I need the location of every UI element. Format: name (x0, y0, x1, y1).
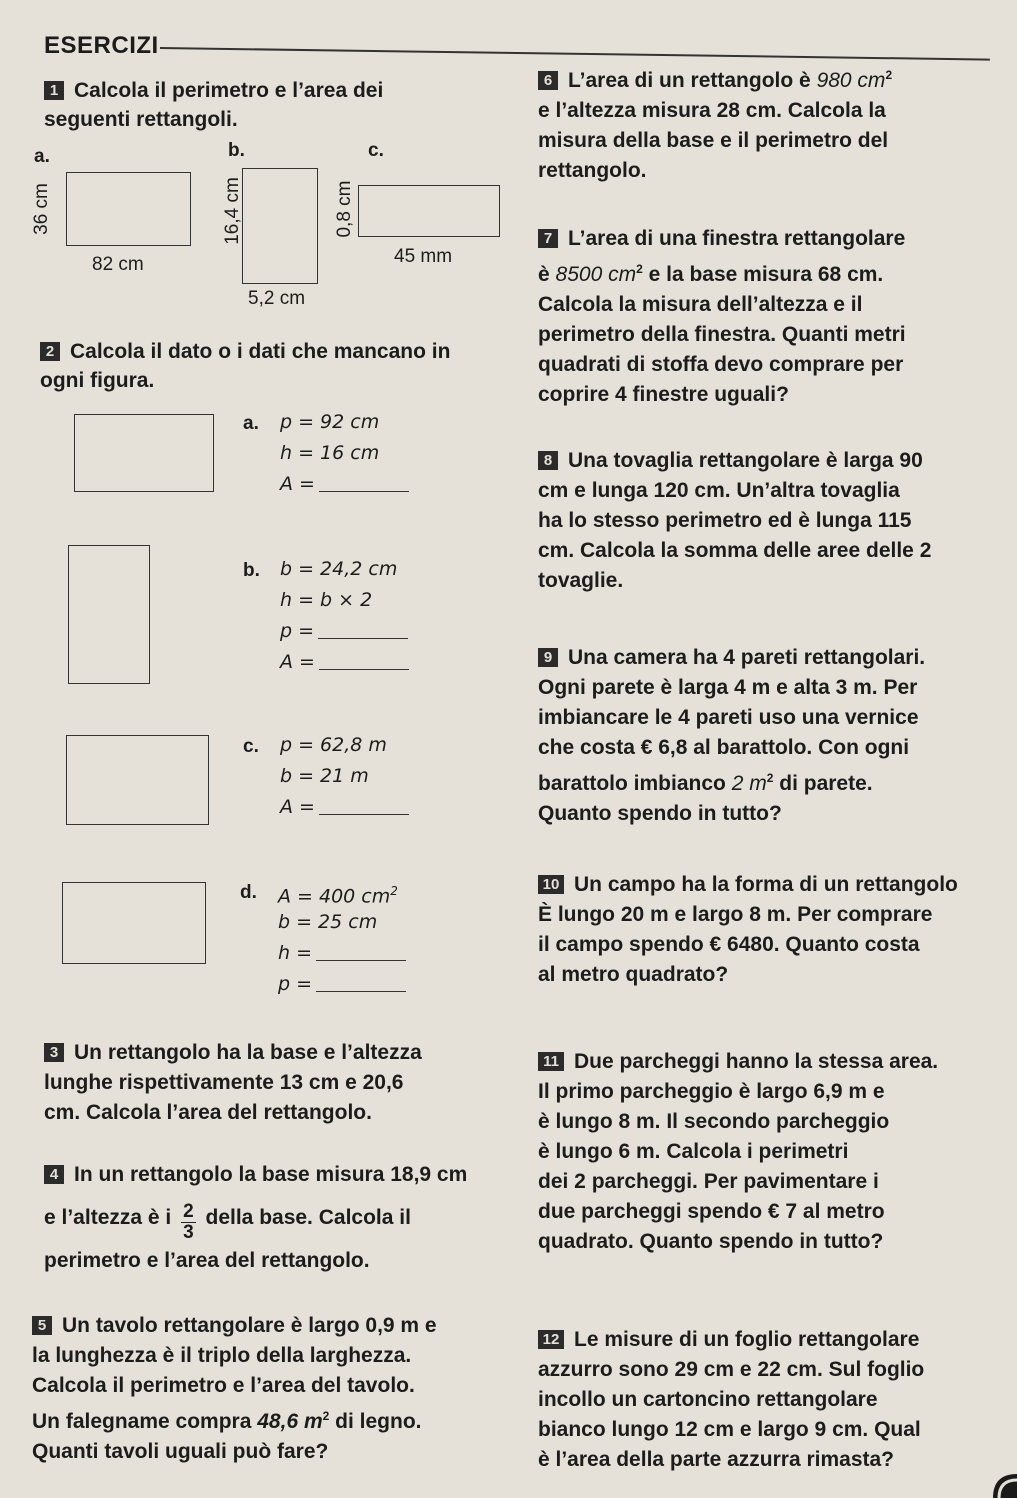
answer-blank[interactable] (319, 473, 409, 492)
height-label-b: 16,4 cm (222, 177, 243, 245)
exercise-2 (40, 337, 520, 395)
data-row: A = 400 $cm^2$ (278, 884, 398, 908)
base-label-a: 82 cm (92, 254, 144, 275)
item-c-data (280, 730, 409, 823)
exercise-1 (44, 76, 514, 134)
rectangle-c (358, 185, 500, 237)
figure-rectangle-c (66, 735, 209, 825)
exercise-7: 7 L’area di una finestra rettangolare è 8500 $cm^2$ e la base misura 68 cm. Calcola la misura dell’altezza e il perimetro della finestra. Quanti metri quadrati di stoffa devo comprare per coprire 4 finestre uguali? (538, 227, 906, 406)
answer-blank[interactable] (319, 651, 409, 670)
data-row: h = 16 cm (280, 442, 380, 464)
figure-rectangle-a (74, 414, 214, 492)
answer-row: A = (280, 647, 409, 678)
height-label-c: 0,8 cm (334, 180, 355, 238)
exercise-number: 3 (44, 1043, 64, 1062)
exercise-number: 12 (538, 1330, 564, 1349)
answer-row: A = (280, 469, 409, 500)
data-row: b = 21 m (280, 765, 369, 787)
figure-rectangle-b (68, 545, 150, 684)
exercise-number: 8 (538, 451, 558, 470)
item-d-data (278, 876, 406, 1000)
data-row: b = 24,2 cm (280, 558, 398, 580)
exercise-3: 3 Un rettangolo ha la base e l’altezza lunghe rispettivamente 13 cm e 20,6 cm. Calcola l’area del rettangolo. (44, 1041, 422, 1124)
page-curl-icon (983, 1464, 1017, 1498)
rectangle-a (66, 172, 191, 246)
data-row: b = 25 cm (278, 911, 378, 933)
figure-label-a: a. (34, 146, 50, 167)
answer-row: A = (280, 792, 409, 823)
exercise-text: seguenti rettangoli. (44, 108, 238, 131)
exercise-8: 8 Una tovaglia rettangolare è larga 90 cm e lunga 120 cm. Un’altra tovaglia ha lo stesso perimetro ed è lunga 115 cm. Calcola la somma delle aree delle 2 tovaglie. (538, 449, 932, 592)
header-rule (160, 47, 990, 61)
exercise-number: 4 (44, 1165, 64, 1184)
exercise-6: 6 L’area di un rettangolo è 980 $cm^2$ e l’altezza misura 28 cm. Calcola la misura della base e il perimetro del rettangolo. (538, 68, 893, 182)
answer-row: h = (278, 938, 406, 969)
item-b-data (280, 554, 409, 678)
rectangle-b (242, 168, 318, 284)
exercise-9: 9 Una camera ha 4 pareti rettangolari. Ogni parete è larga 4 m e alta 3 m. Per imbiancare le 4 pareti uso una vernice che costa € 6,8 al barattolo. Con ogni barattolo imbianco 2 $m^2$ di parete. Quanto spendo in tutto? (538, 646, 926, 825)
answer-row: p = (278, 969, 406, 1000)
item-label-c: c. (243, 736, 259, 757)
answer-row: p = (280, 616, 409, 647)
exercise-number: 10 (538, 875, 564, 894)
data-row: p = 62,8 m (280, 734, 387, 756)
data-row: p = 92 cm (280, 411, 380, 433)
exercise-number: 1 (44, 81, 64, 100)
fraction: $\frac{2}{3}$ (183, 1201, 194, 1243)
height-label-a: 36 cm (31, 183, 52, 235)
exercise-5: 5 Un tavolo rettangolare è largo 0,9 m e la lunghezza è il triplo della larghezza. Calcola il perimetro e l’area del tavolo. Un falegname compra 48,6 $m^2$ di legno. Quanti tavoli uguali può fare? (32, 1314, 437, 1463)
figure-label-c: c. (368, 140, 384, 161)
answer-blank[interactable] (316, 942, 406, 961)
exercise-10: 10 Un campo ha la forma di un rettangolo È lungo 20 m e largo 8 m. Per comprare il campo spendo € 6480. Quanto costa al metro quadrato? (538, 873, 958, 986)
answer-blank[interactable] (316, 973, 406, 992)
exercise-4: 4 In un rettangolo la base misura 18,9 cm (44, 1160, 524, 1190)
exercise-number: 7 (538, 229, 558, 248)
exercise-number: 5 (32, 1316, 52, 1335)
exercise-11: 11 Due parcheggi hanno la stessa area. Il primo parcheggio è largo 6,9 m e è lungo 8 m. Il secondo parcheggio è lungo 6 m. Calcola i perimetri dei 2 parcheggi. Per pavimentare i due parcheggi spendo € 7 al metro quadrato. Quanto spendo in tutto? (538, 1050, 939, 1253)
exercise-number: 6 (538, 71, 558, 90)
exercise-number: 2 (40, 342, 60, 361)
exercise-text: Calcola il perimetro e l’area dei (74, 79, 384, 102)
base-label-b: 5,2 cm (248, 288, 306, 309)
item-label-a: a. (243, 413, 259, 434)
exercise-4-line2: e l’altezza è i $\frac{2}{3}$ della base. Calcola il (44, 1201, 411, 1243)
item-a-data (280, 407, 409, 500)
exercise-text: ogni figura. (40, 369, 155, 392)
item-label-b: b. (243, 560, 260, 581)
figure-rectangle-d (62, 882, 206, 964)
section-header: ESERCIZI (44, 32, 159, 59)
data-row: h = b × 2 (280, 589, 373, 611)
figure-label-b: b. (228, 140, 245, 161)
base-label-c: 45 mm (394, 246, 453, 267)
exercise-4-line3: perimetro e l’area del rettangolo. (44, 1249, 370, 1272)
answer-blank[interactable] (318, 620, 408, 639)
exercise-12: 12 Le misure di un foglio rettangolare azzurro sono 29 cm e 22 cm. Sul foglio incollo un cartoncino rettangolare bianco lungo 12 cm e largo 9 cm. Qual è l’area della parte azzurra rimasta? (538, 1328, 925, 1471)
exercise-number: 9 (538, 648, 558, 667)
item-label-d: d. (240, 882, 257, 903)
exercise-number: 11 (538, 1052, 564, 1071)
answer-blank[interactable] (319, 796, 409, 815)
exercise-text: Calcola il dato o i dati che mancano in (70, 340, 451, 363)
